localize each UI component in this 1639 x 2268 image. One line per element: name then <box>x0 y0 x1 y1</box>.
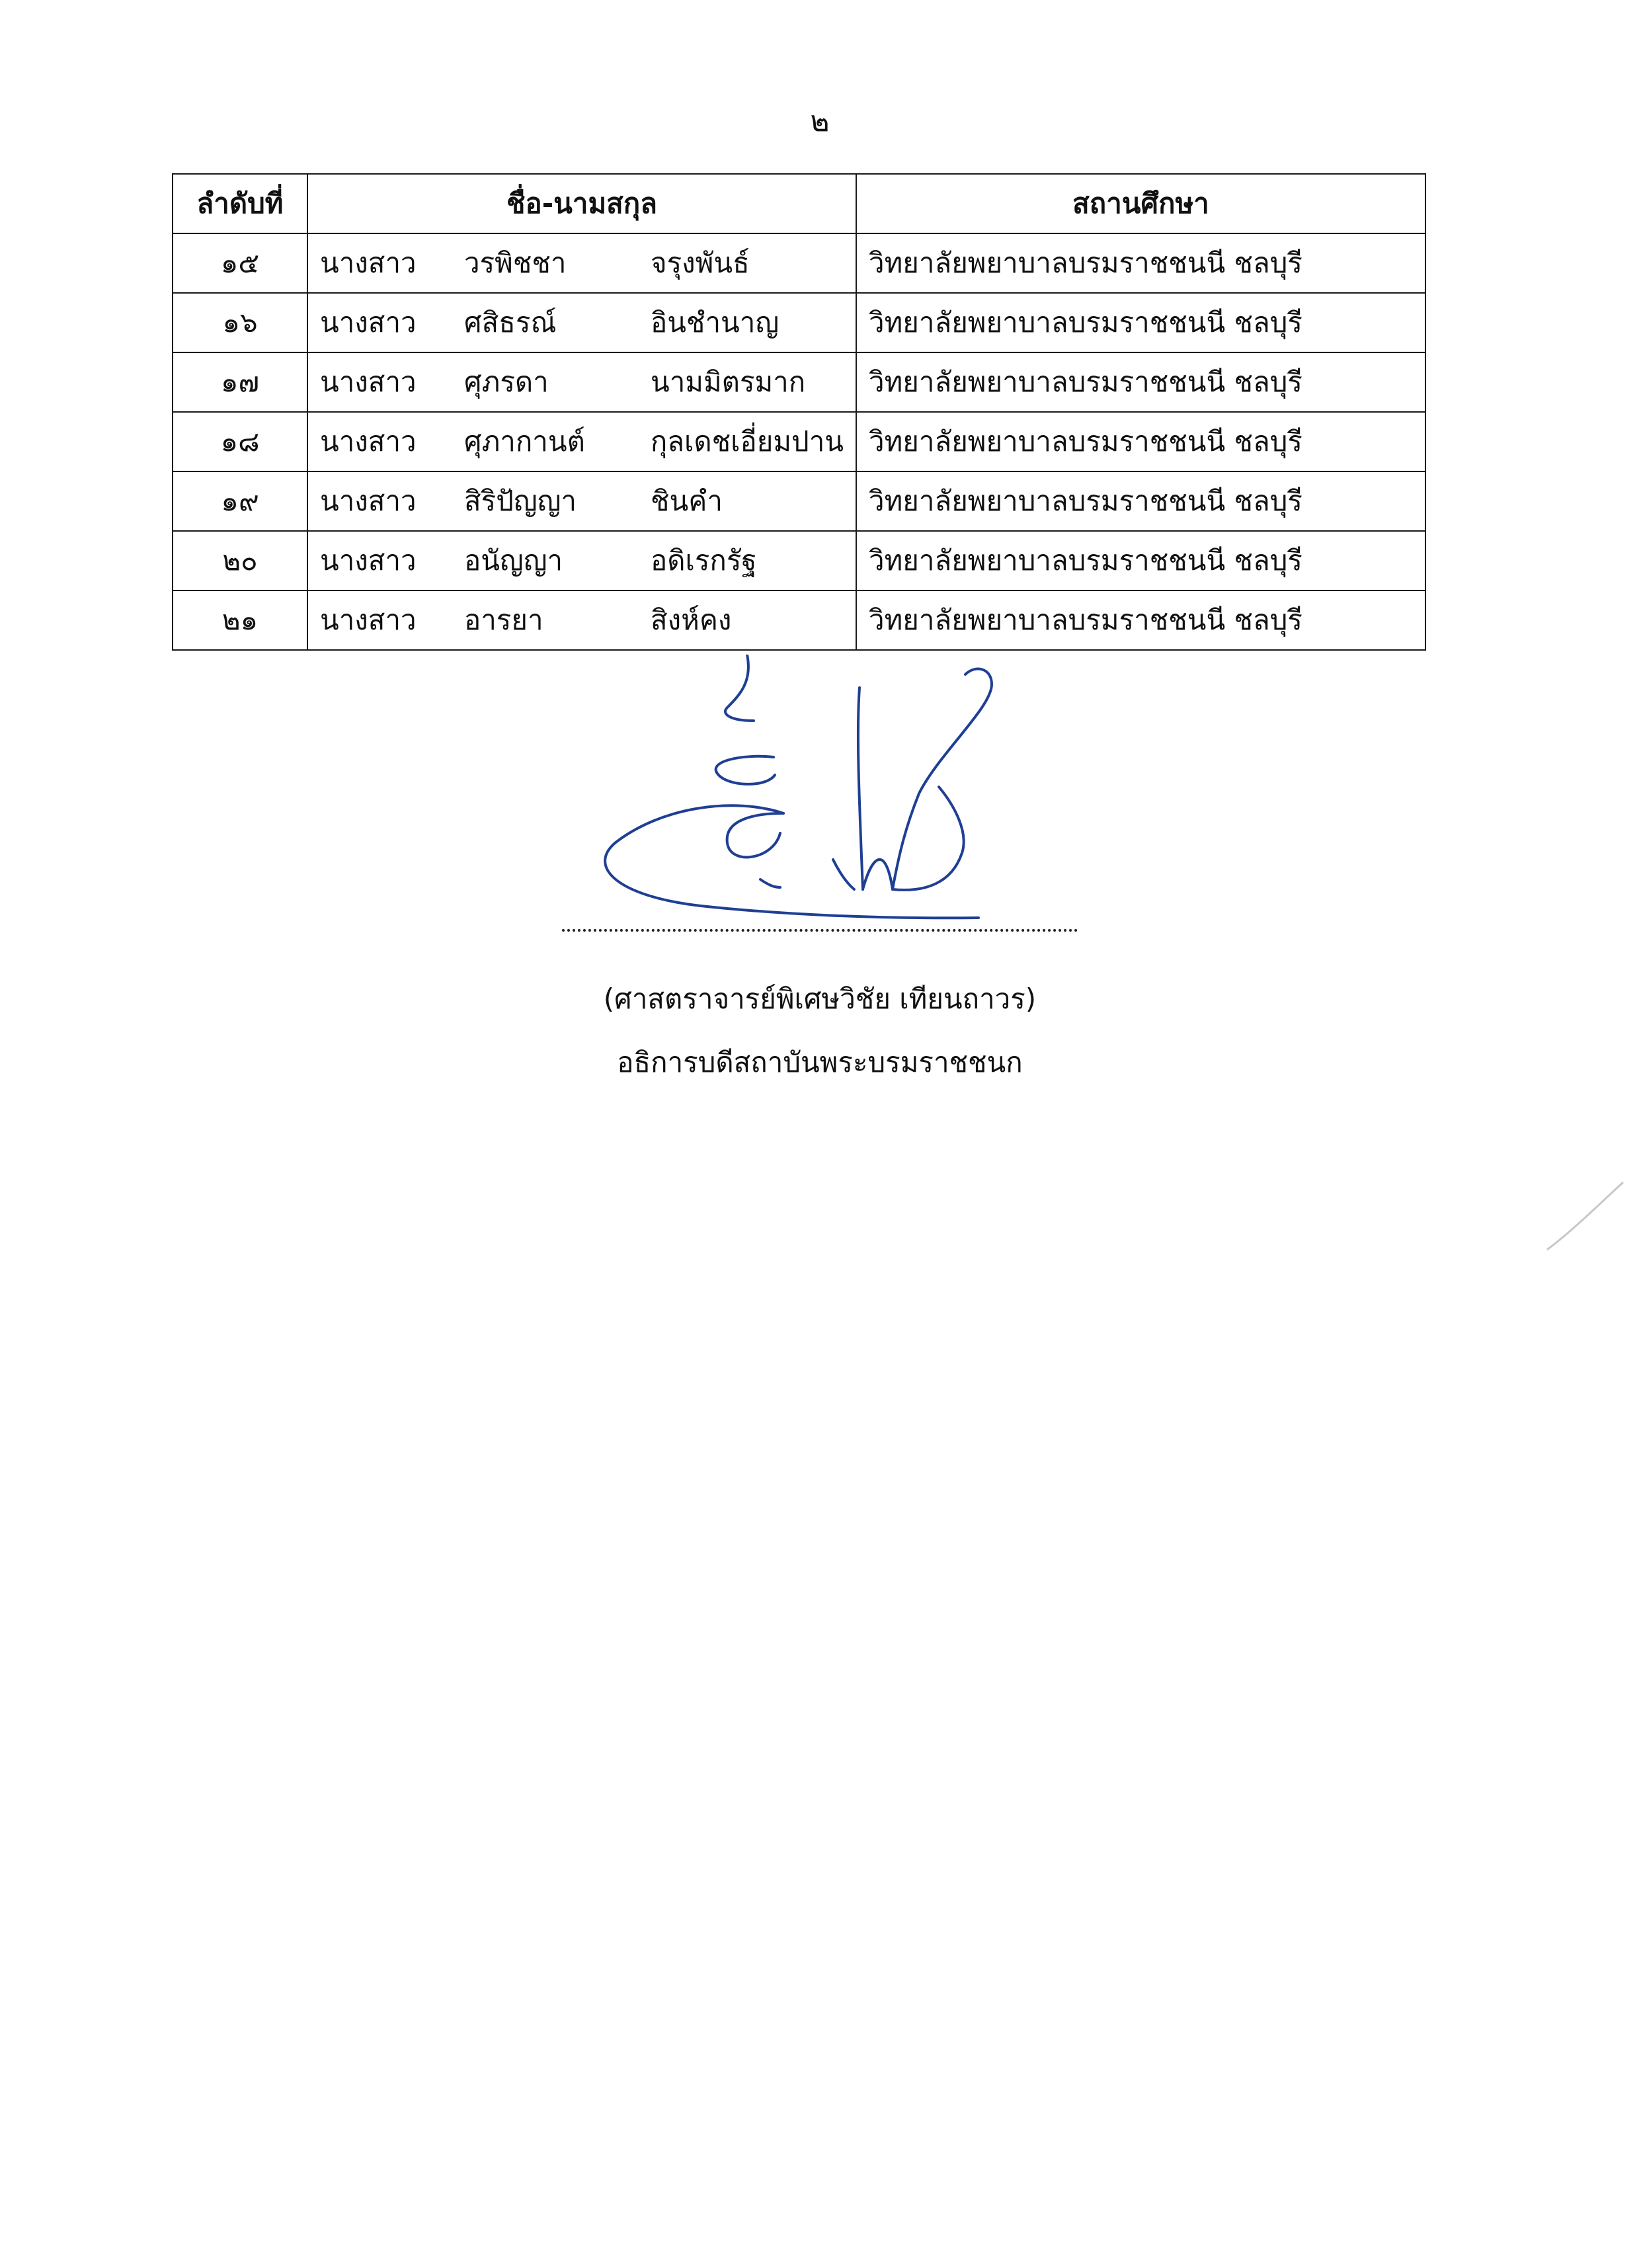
row-number: ๑๕ <box>173 233 307 293</box>
last-name: จรุงพันธ์ <box>651 247 750 279</box>
table-row <box>173 471 1425 531</box>
school-cell: วิทยาลัยพยาบาลบรมราชชนนี ชลบุรี <box>856 531 1425 590</box>
last-name: อดิเรกรัฐ <box>651 544 757 577</box>
last-name: ชินคำ <box>651 485 723 517</box>
table-row <box>173 531 1425 590</box>
table-row <box>173 352 1425 412</box>
name-cell <box>307 412 856 471</box>
last-name: สิงห์คง <box>651 604 732 636</box>
row-number: ๑๗ <box>173 352 307 412</box>
last-name: กุลเดชเอี่ยมปาน <box>650 425 844 458</box>
signer-name: (ศาสตราจารย์พิเศษวิชัย เทียนถาวร) <box>603 983 1037 1015</box>
name-cell <box>307 590 856 650</box>
row-number: ๒๐ <box>173 531 307 590</box>
roster-table <box>172 173 1426 651</box>
first-name: อนัญญา <box>464 544 563 577</box>
school-cell: วิทยาลัยพยาบาลบรมราชชนนี ชลบุรี <box>856 471 1425 531</box>
name-cell <box>307 293 856 352</box>
name-title: นางสาว <box>320 425 417 458</box>
name-title: นางสาว <box>320 544 417 577</box>
table-row <box>173 412 1425 471</box>
last-name: นามมิตรมาก <box>651 366 806 398</box>
school-cell: วิทยาลัยพยาบาลบรมราชชนนี ชลบุรี <box>856 233 1425 293</box>
school-cell: วิทยาลัยพยาบาลบรมราชชนนี ชลบุรี <box>856 590 1425 650</box>
name-title: นางสาว <box>320 485 417 517</box>
header-no: ลำดับที่ <box>173 174 307 233</box>
name-title: นางสาว <box>320 366 417 398</box>
school-cell: วิทยาลัยพยาบาลบรมราชชนนี ชลบุรี <box>856 412 1425 471</box>
name-title: นางสาว <box>320 604 417 636</box>
table-row <box>173 233 1425 293</box>
page-number: ๒ <box>810 104 830 138</box>
scan-artifact-mark <box>1540 1177 1626 1256</box>
name-title: นางสาว <box>320 247 417 279</box>
first-name: ศุภรดา <box>464 366 549 398</box>
first-name: อารยา <box>464 604 543 636</box>
table-row <box>173 590 1425 650</box>
name-title: นางสาว <box>320 306 417 339</box>
header-name: ชื่อ-นามสกุล <box>307 174 856 233</box>
name-cell <box>307 531 856 590</box>
row-number: ๑๘ <box>173 412 307 471</box>
signer-position: อธิการบดีสถาบันพระบรมราชชนก <box>617 1046 1023 1078</box>
header-school: สถานศึกษา <box>856 174 1425 233</box>
row-number: ๒๑ <box>173 590 307 650</box>
name-cell <box>307 471 856 531</box>
first-name: ศุภากานต์ <box>463 425 585 458</box>
signature-line <box>562 929 1078 932</box>
row-number: ๑๖ <box>173 293 307 352</box>
signature-image <box>595 655 1045 932</box>
first-name: สิริปัญญา <box>464 485 577 517</box>
school-cell: วิทยาลัยพยาบาลบรมราชชนนี ชลบุรี <box>856 352 1425 412</box>
table-row <box>173 293 1425 352</box>
school-cell: วิทยาลัยพยาบาลบรมราชชนนี ชลบุรี <box>856 293 1425 352</box>
last-name: อินชำนาญ <box>651 306 780 339</box>
row-number: ๑๙ <box>173 471 307 531</box>
name-cell <box>307 233 856 293</box>
name-cell <box>307 352 856 412</box>
first-name: วรพิชชา <box>464 247 567 279</box>
first-name: ศสิธรณ์ <box>464 306 557 339</box>
table-header-row <box>173 174 1425 233</box>
